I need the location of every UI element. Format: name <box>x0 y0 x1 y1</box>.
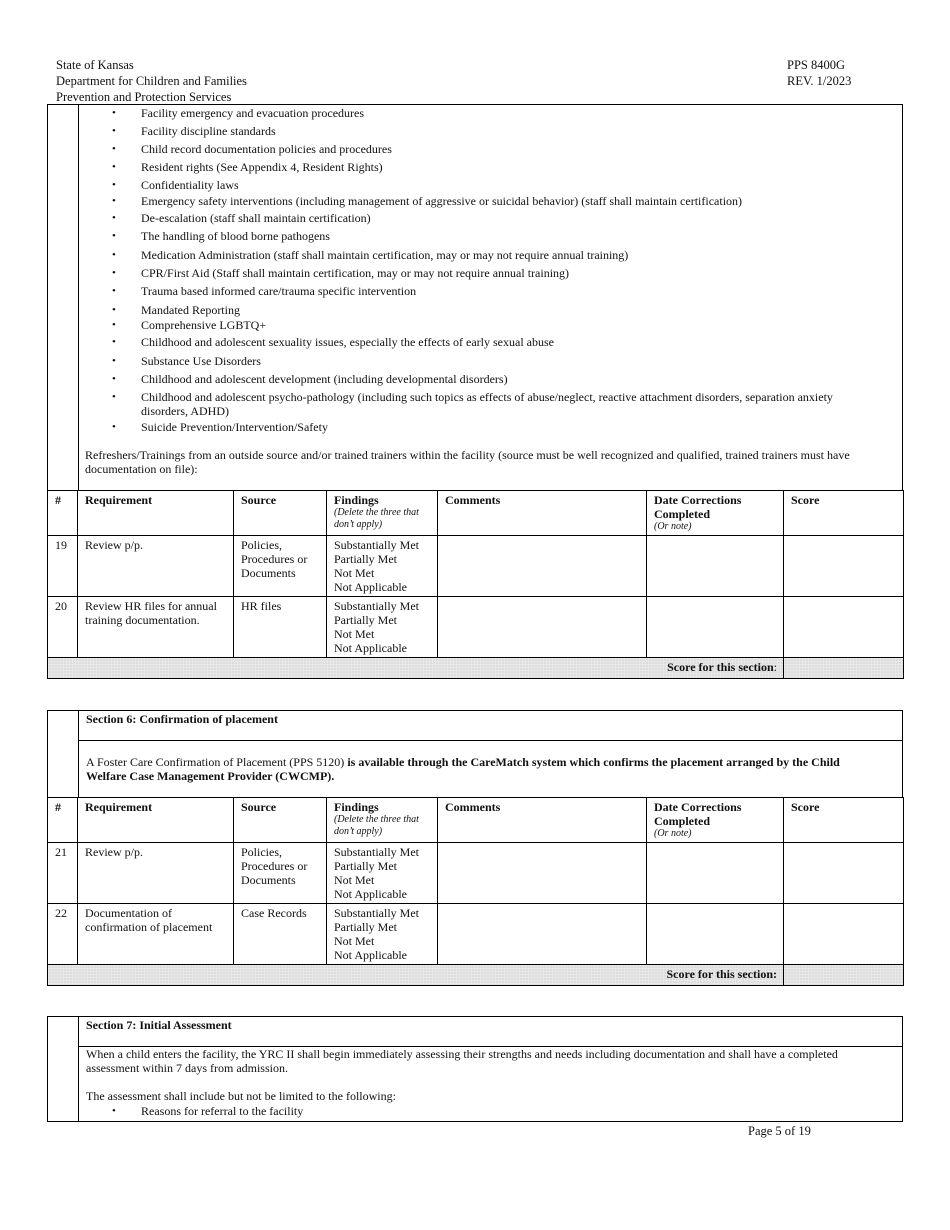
section6-title: Section 6: Confirmation of placement <box>86 712 278 726</box>
finding-option[interactable]: Not Met <box>334 873 375 887</box>
list-item: • CPR/First Aid (Staff shall maintain certification, may or may not require annual training) <box>84 266 569 280</box>
row-date-cell[interactable] <box>647 843 784 904</box>
section7-para1: When a child enters the facility, the YRC II shall begin immediately assessing their strengths and needs including documentation and shall have a completed assessment within 7 days from admission. <box>86 1047 838 1075</box>
section-score-cell[interactable] <box>784 658 904 679</box>
list-item: • Comprehensive LGBTQ+ <box>84 318 266 332</box>
refresher-text: Refreshers/Trainings from an outside source and/or trained trainers within the facility (source must be well recognized and qualified, trained trainers must have documentation on file): <box>85 448 850 476</box>
row-num: 21 <box>48 843 78 904</box>
list-item: • Childhood and adolescent development (including developmental disorders) <box>84 372 508 386</box>
row-comments-cell[interactable] <box>438 536 647 597</box>
table-header-row <box>48 798 904 843</box>
header-left <box>56 57 247 105</box>
table-row <box>48 597 904 658</box>
header-right <box>787 57 851 89</box>
section7-bullet-text: Reasons for referral to the facility <box>141 1104 304 1118</box>
requirements-table-section5 <box>47 490 904 679</box>
row-source: Policies, Procedures or Documents <box>234 536 327 597</box>
list-item: • Mandated Reporting <box>84 303 240 317</box>
row-findings[interactable] <box>327 904 438 965</box>
page-number: Page 5 of 19 <box>748 1124 811 1138</box>
col-num: # <box>48 798 78 843</box>
col-findings <box>327 491 438 536</box>
row-source: HR files <box>234 597 327 658</box>
row-date-cell[interactable] <box>647 904 784 965</box>
finding-option[interactable]: Not Applicable <box>334 580 407 594</box>
findings-note: (Delete the three that don’t apply) <box>334 814 419 837</box>
section7-list-item <box>86 1104 882 1118</box>
row-date-cell[interactable] <box>647 536 784 597</box>
list-item: • Confidentiality laws <box>84 178 239 192</box>
finding-option[interactable]: Substantially Met <box>334 599 419 613</box>
section-score-cell[interactable] <box>784 965 904 986</box>
form-number: PPS 8400G <box>787 58 846 72</box>
findings-label: Findings <box>334 800 379 814</box>
section6-divider <box>78 740 902 741</box>
date-label: Date Corrections Completed <box>654 493 742 521</box>
row-comments-cell[interactable] <box>438 843 647 904</box>
list-item: • De-escalation (staff shall maintain certification) <box>84 211 371 225</box>
row-comments-cell[interactable] <box>438 597 647 658</box>
row-findings[interactable] <box>327 843 438 904</box>
block-gutter <box>48 105 79 491</box>
finding-option[interactable]: Not Met <box>334 627 375 641</box>
finding-option[interactable]: Not Applicable <box>334 948 407 962</box>
table-row <box>48 904 904 965</box>
col-score: Score <box>784 491 904 536</box>
finding-option[interactable]: Not Met <box>334 934 375 948</box>
row-requirement: Review p/p. <box>78 536 234 597</box>
col-source: Source <box>234 798 327 843</box>
section6-block <box>47 710 903 798</box>
row-num: 20 <box>48 597 78 658</box>
col-requirement: Requirement <box>78 491 234 536</box>
section6-intro-plain: A Foster Care Confirmation of Placement (PPS 5120) <box>86 755 348 769</box>
revision: REV. 1/2023 <box>787 74 852 88</box>
list-item: • Medication Administration (staff shall maintain certification, may or may not require annual training) <box>84 248 628 262</box>
score-label <box>48 658 784 679</box>
findings-note: (Delete the three that don’t apply) <box>334 507 419 530</box>
col-requirement: Requirement <box>78 798 234 843</box>
finding-option[interactable]: Not Applicable <box>334 641 407 655</box>
row-findings[interactable] <box>327 597 438 658</box>
score-row <box>48 658 904 679</box>
finding-option[interactable]: Partially Met <box>334 859 397 873</box>
row-score-cell[interactable] <box>784 597 904 658</box>
row-num: 22 <box>48 904 78 965</box>
section7-gutter <box>48 1017 79 1121</box>
col-date <box>647 491 784 536</box>
row-date-cell[interactable] <box>647 597 784 658</box>
section6-intro-bold: is available through the CareMatch system which confirms the placement arranged by the Child Welfare Case Management Provider (CWCMP). <box>86 755 840 783</box>
row-source: Case Records <box>234 904 327 965</box>
list-item: • Child record documentation policies and procedures <box>84 142 392 156</box>
section7-block <box>47 1016 903 1122</box>
section7-para2: The assessment shall include but not be limited to the following: <box>86 1089 396 1103</box>
list-item: • The handling of blood borne pathogens <box>84 229 330 243</box>
date-note: (Or note) <box>654 828 692 839</box>
finding-option[interactable]: Partially Met <box>334 552 397 566</box>
list-item: • Resident rights (See Appendix 4, Resident Rights) <box>84 160 383 174</box>
list-item: • Facility discipline standards <box>84 124 276 138</box>
section6-intro <box>86 755 882 783</box>
section7-title: Section 7: Initial Assessment <box>86 1018 232 1032</box>
finding-option[interactable]: Substantially Met <box>334 845 419 859</box>
bullet-icon: • <box>112 1105 116 1117</box>
findings-label: Findings <box>334 493 379 507</box>
col-num: # <box>48 491 78 536</box>
row-score-cell[interactable] <box>784 904 904 965</box>
finding-option[interactable]: Not Applicable <box>334 887 407 901</box>
list-item: • Trauma based informed care/trauma specific intervention <box>84 284 416 298</box>
score-label-colon: : <box>773 660 777 674</box>
header-state: State of Kansas <box>56 58 134 72</box>
section6-gutter <box>48 711 79 797</box>
header-department: Department for Children and Families <box>56 74 247 88</box>
row-requirement: Review p/p. <box>78 843 234 904</box>
col-date <box>647 798 784 843</box>
score-row <box>48 965 904 986</box>
date-note: (Or note) <box>654 521 692 532</box>
row-findings[interactable] <box>327 536 438 597</box>
finding-option[interactable]: Partially Met <box>334 613 397 627</box>
list-item: • Facility emergency and evacuation procedures <box>84 106 364 120</box>
list-item: • Childhood and adolescent psycho-pathology (including such topics as effects of abuse/neglect, reactive attachment disorders, separation anxiety disorders, ADHD) <box>84 390 881 418</box>
row-score-cell[interactable] <box>784 843 904 904</box>
col-comments: Comments <box>438 798 647 843</box>
list-item: • Emergency safety interventions (including management of aggressive or suicidal behavior) (staff shall maintain certification) <box>84 194 742 208</box>
requirements-table-section6 <box>47 797 904 986</box>
row-score-cell[interactable] <box>784 536 904 597</box>
table-row <box>48 843 904 904</box>
finding-option[interactable]: Substantially Met <box>334 906 419 920</box>
finding-option[interactable]: Not Met <box>334 566 375 580</box>
col-score: Score <box>784 798 904 843</box>
list-item: • Childhood and adolescent sexuality issues, especially the effects of early sexual abuse <box>84 335 554 349</box>
header-division: Prevention and Protection Services <box>56 90 232 104</box>
score-label-text: Score for this section <box>667 660 774 674</box>
list-item: • Substance Use Disorders <box>84 354 261 368</box>
row-requirement: Documentation of confirmation of placement <box>78 904 234 965</box>
row-num: 19 <box>48 536 78 597</box>
table-row <box>48 536 904 597</box>
finding-option[interactable]: Partially Met <box>334 920 397 934</box>
row-source: Policies, Procedures or Documents <box>234 843 327 904</box>
date-label: Date Corrections Completed <box>654 800 742 828</box>
col-comments: Comments <box>438 491 647 536</box>
table-header-row <box>48 491 904 536</box>
score-label: Score for this section: <box>48 965 784 986</box>
finding-option[interactable]: Substantially Met <box>334 538 419 552</box>
row-requirement: Review HR files for annual training documentation. <box>78 597 234 658</box>
row-comments-cell[interactable] <box>438 904 647 965</box>
col-source: Source <box>234 491 327 536</box>
col-findings <box>327 798 438 843</box>
list-item: • Suicide Prevention/Intervention/Safety <box>84 420 328 434</box>
